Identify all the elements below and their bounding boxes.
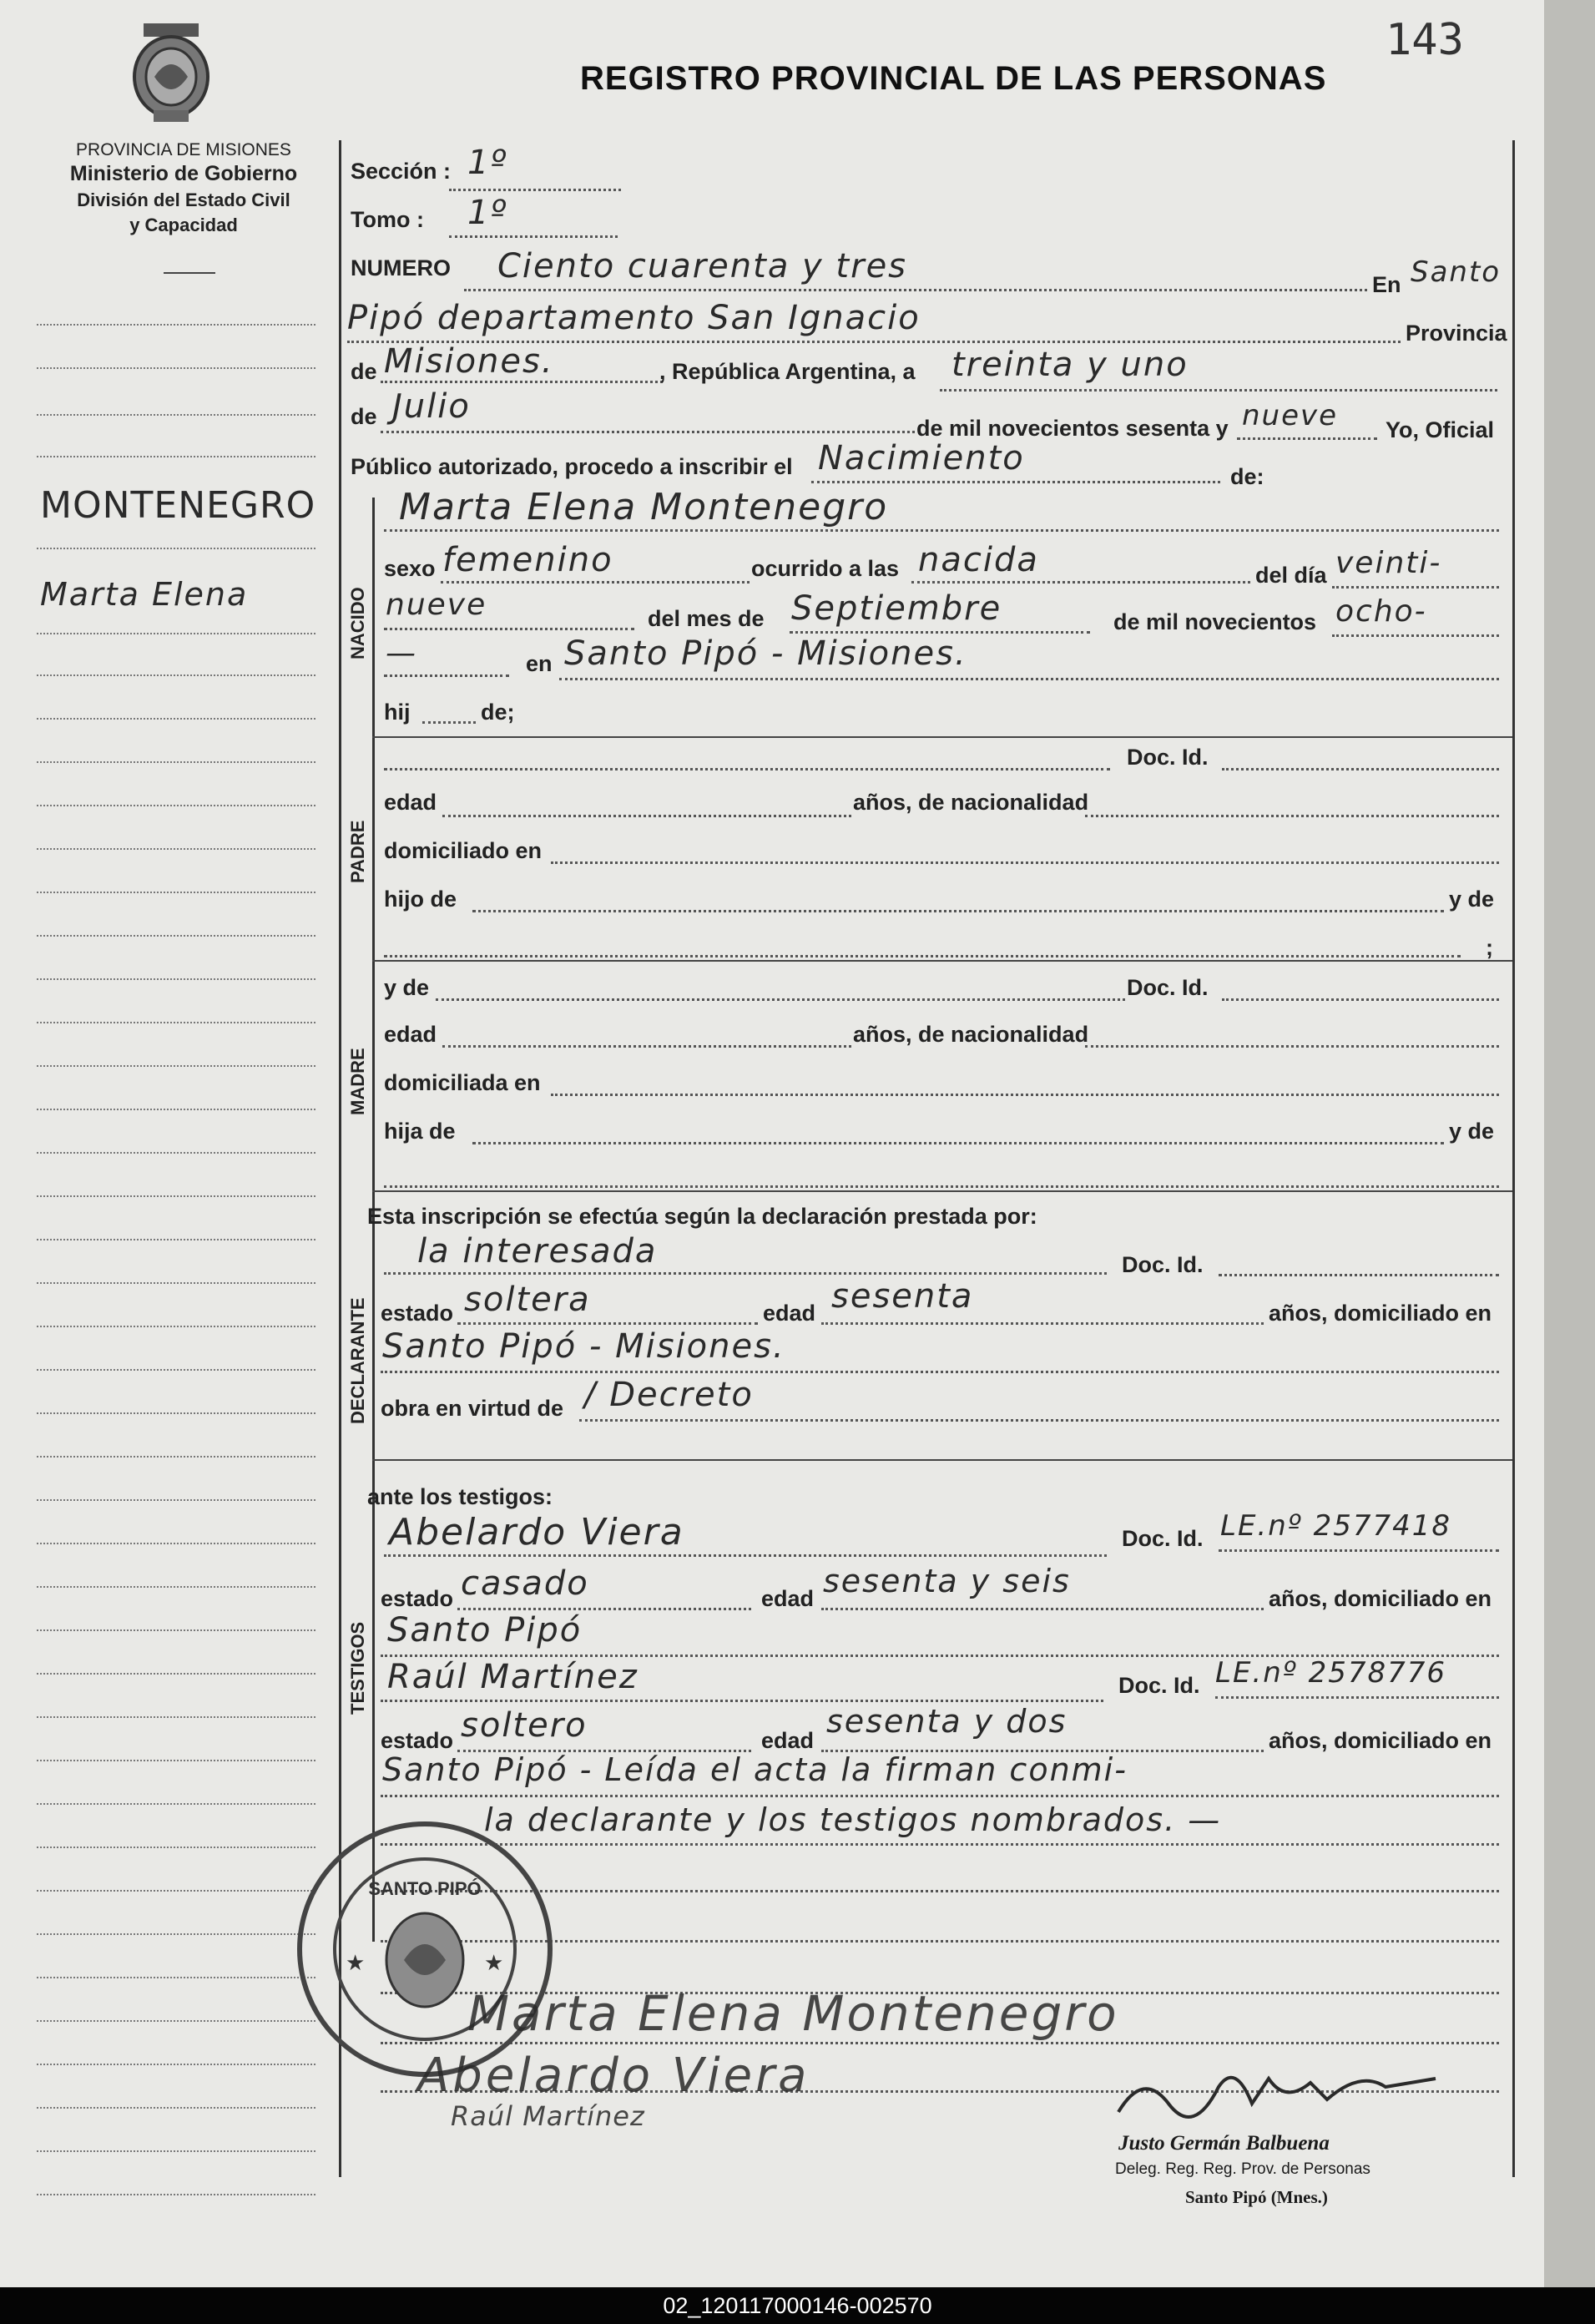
t2-estado-value: soltero [461, 1706, 588, 1745]
padre-semicolon: ; [1486, 935, 1493, 960]
madre-doc-line [1222, 998, 1499, 1001]
margin-surname: MONTENEGRO [40, 484, 316, 527]
seccion-value: 1º [467, 144, 508, 182]
sexo-value: femenino [442, 541, 613, 579]
numero-label: NUMERO [351, 255, 451, 280]
decl-edad-line [821, 1322, 1264, 1325]
numero-line [464, 289, 1367, 291]
de-semi-label: de; [481, 700, 515, 725]
acto-value: Nacimiento [818, 439, 1025, 477]
seccion-line [449, 189, 621, 191]
padre-dom-line [551, 861, 1499, 864]
book-binding [1544, 0, 1595, 2287]
official-stamp-icon [287, 1811, 563, 2087]
declarante-doc-line [1219, 1274, 1499, 1276]
svg-text:★: ★ [346, 1951, 366, 1975]
declarante-doc-label: Doc. Id. [1122, 1252, 1204, 1277]
en-place-a: Santo [1411, 255, 1502, 289]
hij-line [422, 721, 476, 724]
page-number: 143 [1386, 15, 1464, 65]
dia-nac-line [1332, 586, 1499, 589]
officer-role: Deleg. Reg. Reg. Prov. de Personas [1115, 2160, 1370, 2178]
decl-estado-value: soltera [464, 1281, 591, 1319]
testigo1-line [384, 1554, 1107, 1557]
obra-line [579, 1419, 1499, 1422]
section-madre: MADRE [347, 1048, 368, 1115]
testigo2-value: Raúl Martínez [387, 1658, 639, 1696]
anio-line [1237, 437, 1377, 440]
mes-nac-value: Septiembre [791, 589, 1002, 628]
officer-name: Justo Germán Balbuena [1118, 2132, 1330, 2155]
padre-nac-line [1085, 815, 1499, 817]
testigo2-doc-line [1215, 1696, 1499, 1699]
testigo1-doc-line [1219, 1549, 1499, 1552]
officer-signature-icon [1110, 2054, 1444, 2129]
stamp-text: SANTO PIPÓ [368, 1878, 482, 1899]
dia-nac-a: veinti- [1335, 546, 1442, 580]
madre-yde2-line [384, 1185, 1499, 1188]
t2-edad-label: edad [761, 1728, 815, 1753]
padre-edad-line [442, 815, 851, 817]
capacity-name: y Capacidad [129, 215, 238, 235]
ocurrido-label: ocurrido a las [751, 556, 900, 581]
t1-estado-line [457, 1608, 751, 1610]
separator-4 [372, 1459, 1512, 1461]
madre-edad-label: edad [384, 1022, 437, 1047]
sexo-line [441, 581, 750, 584]
en-place-b: Pipó departamento San Ignacio [347, 299, 921, 337]
padre-doc-line [1222, 768, 1499, 770]
signature-testigo2: Raúl Martínez [451, 2100, 645, 2132]
section-nacido: NACIDO [347, 587, 368, 659]
padre-hijo-label: hijo de [384, 887, 457, 912]
hora-value: nacida [918, 541, 1039, 579]
dia-value: treinta y uno [951, 346, 1189, 384]
mil-nov-sesenta-label: de mil novecientos sesenta y [916, 416, 1229, 441]
separator-2 [372, 960, 1512, 962]
mes-value: Julio [392, 387, 471, 426]
testigo1-doc-value: LE.nº 2577418 [1220, 1509, 1452, 1543]
officer-place: Santo Pipó (Mnes.) [1185, 2187, 1328, 2207]
separator-1 [372, 736, 1512, 738]
anio-nac-a: ocho- [1335, 594, 1427, 629]
esta-inscripcion-label: Esta inscripción se efectúa según la declaración prestada por: [367, 1204, 1037, 1229]
margin-given-name: Marta Elena [40, 576, 249, 613]
testigo2-doc-value: LE.nº 2578776 [1215, 1656, 1447, 1690]
padre-doc-label: Doc. Id. [1127, 745, 1209, 770]
t2-anos-dom-label: años, domiciliado en [1269, 1728, 1492, 1753]
testigo1-value: Abelardo Viera [389, 1511, 684, 1554]
t2-dom-line [381, 1795, 1499, 1797]
tomo-line [449, 235, 618, 238]
mes-nac-line [790, 631, 1090, 634]
hora-line [911, 581, 1250, 584]
madre-name-line [436, 998, 1125, 1001]
padre-yde-line [384, 955, 1461, 957]
lugar-line [559, 678, 1499, 680]
t2-edad-value: sesenta y dos [826, 1703, 1068, 1740]
dia-line [940, 389, 1497, 392]
madre-hija-label: hija de [384, 1119, 456, 1144]
testigo2-line [381, 1700, 1103, 1702]
madre-yde-label: y de [384, 975, 430, 1000]
declarante-line [384, 1272, 1107, 1275]
republica-label: , República Argentina, a [659, 359, 916, 384]
anio-nac-b: — [386, 636, 417, 670]
numero-value: Ciento cuarenta y tres [497, 247, 908, 285]
provincia-value: Misiones. [384, 342, 554, 381]
signature-testigo1: Abelardo Viera [417, 2049, 810, 2103]
madre-nac-label: años, de nacionalidad [853, 1022, 1089, 1047]
dia-nac-b-line [384, 628, 634, 630]
t1-dom-value: Santo Pipó [387, 1611, 583, 1650]
provincia-line [381, 381, 663, 383]
obra-label: obra en virtud de [381, 1396, 564, 1421]
testigo2-doc-label: Doc. Id. [1118, 1673, 1200, 1698]
padre-name-line [384, 768, 1110, 770]
hij-label: hij [384, 700, 411, 725]
padre-dom-label: domiciliado en [384, 838, 543, 863]
footer-id: 02_120117000146-002570 [0, 2287, 1595, 2324]
decl-edad-value: sesenta [831, 1277, 974, 1316]
t1-edad-line [821, 1608, 1264, 1610]
en-label: En [1372, 272, 1401, 297]
nombre-line [384, 529, 1499, 532]
anio-nac-b-line [384, 674, 509, 677]
padre-edad-label: edad [384, 790, 437, 815]
en2-label: en [526, 651, 553, 676]
de2-label: de [351, 404, 377, 429]
ministry-name: Ministerio de Gobierno [69, 162, 298, 185]
t1-estado-label: estado [381, 1586, 454, 1611]
padre-hijo-line [472, 910, 1444, 912]
issuing-authority [33, 140, 334, 236]
del-dia-label: del día [1255, 563, 1327, 588]
madre-edad-line [442, 1045, 851, 1048]
madre-hija-line [472, 1142, 1444, 1144]
decl-anos-dom-label: años, domiciliado en [1269, 1301, 1492, 1326]
t2-estado-label: estado [381, 1728, 454, 1753]
dia-nac-b: nueve [386, 588, 487, 622]
decl-estado-label: estado [381, 1301, 454, 1326]
decl-edad-label: edad [763, 1301, 816, 1326]
madre-dom-label: domiciliada en [384, 1070, 541, 1095]
province-name: PROVINCIA DE MISIONES [76, 140, 291, 159]
tomo-value: 1º [467, 194, 508, 232]
decl-estado-line [457, 1322, 758, 1325]
del-mes-label: del mes de [648, 606, 765, 631]
section-padre: PADRE [347, 820, 368, 883]
declarante-value: la interesada [417, 1232, 658, 1271]
anio-value: nueve [1242, 399, 1339, 432]
madre-yde2-label: y de [1449, 1119, 1495, 1144]
madre-doc-label: Doc. Id. [1127, 975, 1209, 1000]
section-declarante: DECLARANTE [347, 1297, 368, 1424]
obra-value: / Decreto [584, 1376, 754, 1414]
nombre-value: Marta Elena Montenegro [399, 486, 889, 528]
svg-text:★: ★ [484, 1951, 504, 1975]
testigo1-doc-label: Doc. Id. [1122, 1526, 1204, 1551]
mes-line [381, 431, 915, 433]
mil-novecientos-label: de mil novecientos [1113, 609, 1317, 634]
t1-anos-dom-label: años, domiciliado en [1269, 1586, 1492, 1611]
t1-edad-value: sesenta y seis [823, 1563, 1071, 1599]
sexo-label: sexo [384, 556, 436, 581]
padre-yde-label: y de [1449, 887, 1495, 912]
padre-nac-label: años, de nacionalidad [853, 790, 1089, 815]
de-colon-label: de: [1230, 464, 1264, 489]
decl-dom-value: Santo Pipó - Misiones. [382, 1327, 785, 1366]
form-right-border [1512, 140, 1515, 2177]
division-name: División del Estado Civil [77, 189, 290, 210]
ante-testigos-label: ante los testigos: [367, 1484, 553, 1509]
closing-value: la declarante y los testigos nombrados. — [484, 1801, 1222, 1838]
tomo-label: Tomo : [351, 207, 424, 232]
madre-nac-line [1085, 1045, 1499, 1048]
seccion-label: Sección : [351, 159, 452, 184]
t1-edad-label: edad [761, 1586, 815, 1611]
decl-dom-line [381, 1371, 1499, 1373]
provincia-label: Provincia [1406, 321, 1507, 346]
coat-of-arms-icon [125, 18, 217, 127]
de-label: de [351, 359, 377, 384]
acto-line [811, 481, 1220, 483]
anio-nac-line [1332, 634, 1499, 637]
page-title: REGISTRO PROVINCIAL DE LAS PERSONAS [580, 60, 1327, 97]
t2-dom-value: Santo Pipó - Leída el acta la firman conmi- [382, 1751, 1128, 1788]
yo-oficial-label: Yo, Oficial [1386, 417, 1495, 442]
lugar-nac-value: Santo Pipó - Misiones. [564, 634, 967, 673]
t1-estado-value: casado [461, 1564, 589, 1603]
header-divider [164, 272, 215, 274]
madre-dom-line [551, 1094, 1499, 1096]
signature-interesada: Marta Elena Montenegro [467, 1985, 1119, 2042]
publico-label: Público autorizado, procedo a inscribir el [351, 454, 793, 479]
separator-3 [372, 1190, 1512, 1192]
section-testigos: TESTIGOS [347, 1621, 368, 1715]
